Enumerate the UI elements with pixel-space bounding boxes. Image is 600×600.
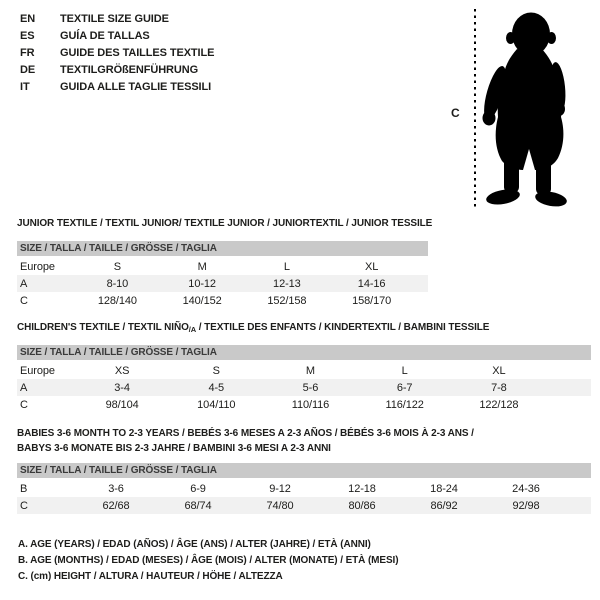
language-code: FR <box>20 47 35 59</box>
row-pad <box>546 362 591 379</box>
size-row <box>17 480 591 497</box>
size-cell: 62/68 <box>102 499 130 512</box>
size-row <box>17 497 591 514</box>
language-code: DE <box>20 64 36 76</box>
height-figure <box>448 6 593 216</box>
size-cell: L <box>283 260 290 273</box>
size-cell: 158/170 <box>352 294 392 307</box>
size-cell: S <box>113 260 121 273</box>
language-row <box>20 11 214 28</box>
size-cell: 14-16 <box>357 277 386 290</box>
size-cell: 86/92 <box>430 499 458 512</box>
language-title: GUÍA DE TALLAS <box>60 30 150 42</box>
language-title-list <box>20 11 214 96</box>
babies-size-table <box>17 480 591 514</box>
size-cell: 6-9 <box>190 482 206 495</box>
children-size-table <box>17 362 591 413</box>
size-cell: 18-24 <box>430 482 458 495</box>
size-row <box>17 275 428 292</box>
size-cell: 12-13 <box>273 277 301 290</box>
size-row <box>17 292 428 309</box>
language-title: TEXTILGRÖßENFÜHRUNG <box>60 64 199 76</box>
size-cell: 10-12 <box>188 277 216 290</box>
legend-note-a: A. AGE (YEARS) / EDAD (AÑOS) / ÂGE (ANS) / ALTER (JAHRE) / ETÀ (ANNI) <box>18 539 371 550</box>
size-row <box>17 379 591 396</box>
size-cell: 74/80 <box>266 499 294 512</box>
size-header-bar: SIZE / TALLA / TAILLE / GRÖSSE / TAGLIA <box>17 241 428 256</box>
size-cell: 152/158 <box>267 294 307 307</box>
junior-size-section <box>17 218 433 309</box>
size-cell: 140/152 <box>182 294 222 307</box>
language-row <box>20 45 214 62</box>
babies-title-line-1: BABIES 3-6 MONTH TO 2-3 YEARS / BEBÉS 3-6 MESES A 2-3 AÑOS / BÉBÉS 3-6 MOIS À 2-3 ANS / <box>17 428 474 439</box>
legend-notes <box>18 537 398 585</box>
height-dotted-line <box>474 9 476 210</box>
size-cell: 3-4 <box>114 381 130 394</box>
language-code: EN <box>20 13 36 25</box>
size-cell: 8-10 <box>106 277 129 290</box>
size-cell: 3-6 <box>108 482 124 495</box>
legend-note-c: C. (cm) HEIGHT / ALTURA / HAUTEUR / HÖHE / ALTEZZA <box>18 571 283 582</box>
size-cell: 92/98 <box>512 499 540 512</box>
row-label: Europe <box>20 260 55 273</box>
junior-table-title: JUNIOR TEXTILE / TEXTIL JUNIOR/ TEXTILE JUNIOR / JUNIORTEXTIL / JUNIOR TESSILE <box>17 218 433 229</box>
size-cell: S <box>212 364 220 377</box>
size-cell: 98/104 <box>105 398 139 411</box>
size-cell: 9-12 <box>269 482 291 495</box>
size-cell: 12-18 <box>348 482 376 495</box>
language-title: GUIDA ALLE TAGLIE TESSILI <box>60 81 212 93</box>
children-title-text: / TEXTILE DES ENFANTS / KINDERTEXTIL / BAMBINI TESSILE <box>196 322 490 333</box>
children-title-text: CHILDREN'S TEXTILE / TEXTIL NIÑO <box>17 322 189 333</box>
size-cell: M <box>305 364 315 377</box>
size-cell: 6-7 <box>396 381 413 394</box>
size-cell: 4-5 <box>208 381 225 394</box>
language-title: GUIDE DES TAILLES TEXTILE <box>60 47 215 59</box>
row-label: C <box>20 499 28 512</box>
size-header-bar: SIZE / TALLA / TAILLE / GRÖSSE / TAGLIA <box>17 345 591 360</box>
size-row <box>17 258 428 275</box>
legend-note-b: B. AGE (MONTHS) / EDAD (MESES) / ÂGE (MOIS) / ALTER (MONATE) / ETÀ (MESI) <box>18 555 399 566</box>
language-code: IT <box>20 81 30 93</box>
row-label: C <box>20 294 28 307</box>
height-measure-label: C <box>451 106 460 120</box>
size-header-bar: SIZE / TALLA / TAILLE / GRÖSSE / TAGLIA <box>17 463 591 478</box>
babies-size-section <box>17 426 591 514</box>
babies-title-line-2: BABYS 3-6 MONATE BIS 2-3 JAHRE / BAMBINI 3-6 MESI A 2-3 ANNI <box>17 443 331 454</box>
baby-silhouette-icon <box>479 7 574 209</box>
children-title-subscript: /A <box>188 325 197 334</box>
size-row <box>17 362 591 379</box>
language-title: TEXTILE SIZE GUIDE <box>60 13 169 25</box>
size-cell: XL <box>492 364 506 377</box>
size-cell: 80/86 <box>348 499 376 512</box>
row-pad <box>567 480 591 497</box>
size-cell: 24-36 <box>512 482 540 495</box>
size-cell: M <box>197 260 207 273</box>
language-row <box>20 28 214 45</box>
size-cell: XS <box>114 364 130 377</box>
size-cell: 5-6 <box>302 381 319 394</box>
row-pad <box>546 379 591 396</box>
language-row <box>20 79 214 96</box>
row-pad <box>414 258 428 275</box>
size-cell: 68/74 <box>184 499 212 512</box>
row-pad <box>414 275 428 292</box>
row-label: Europe <box>20 364 55 377</box>
size-cell: 110/116 <box>291 398 330 411</box>
row-pad <box>546 396 591 413</box>
language-row <box>20 62 214 79</box>
row-label: B <box>20 482 28 495</box>
size-cell: 104/110 <box>197 398 236 411</box>
size-row <box>17 396 591 413</box>
size-cell: 122/128 <box>479 398 519 411</box>
row-label: A <box>20 277 28 290</box>
children-table-title <box>17 322 591 334</box>
row-pad <box>567 497 591 514</box>
children-size-section <box>17 322 591 413</box>
babies-table-title <box>17 426 591 456</box>
size-cell: 116/122 <box>385 398 424 411</box>
size-cell: L <box>401 364 408 377</box>
size-cell: XL <box>364 260 379 273</box>
row-pad <box>414 292 428 309</box>
size-cell: 128/140 <box>97 294 137 307</box>
row-label: C <box>20 398 28 411</box>
row-label: A <box>20 381 28 394</box>
language-code: ES <box>20 30 35 42</box>
size-cell: 7-8 <box>491 381 507 394</box>
junior-size-table <box>17 258 428 309</box>
